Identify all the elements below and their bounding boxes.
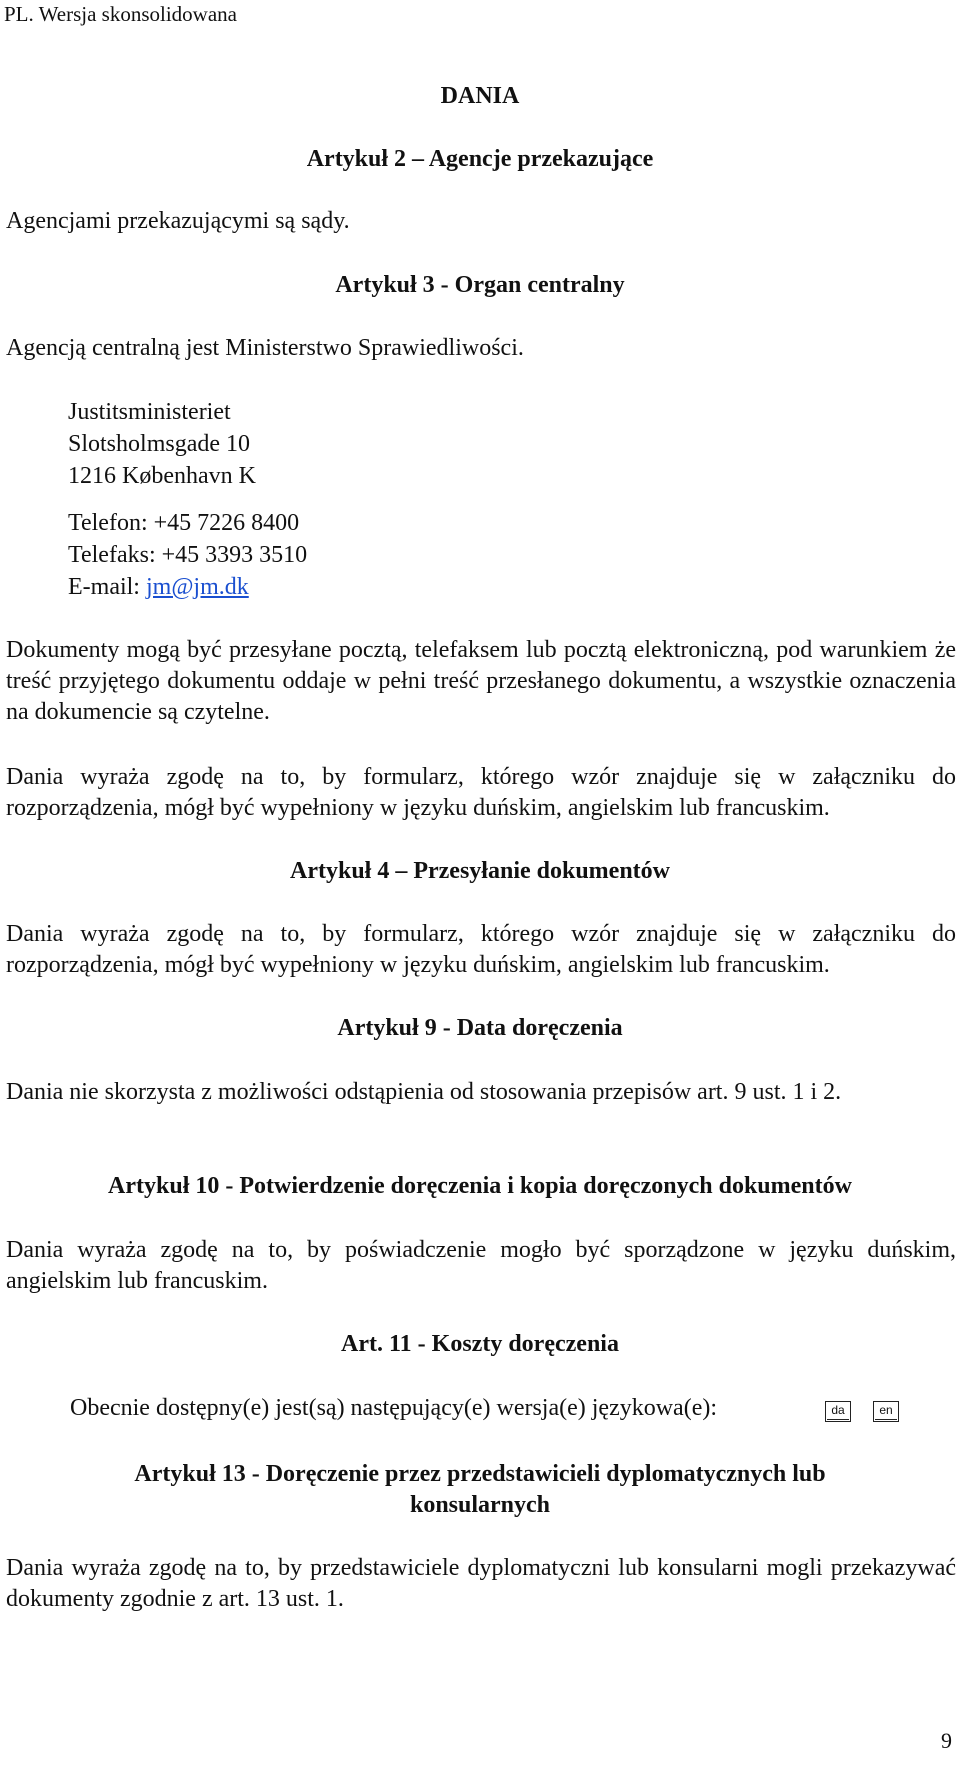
email-label: E-mail: [68, 574, 146, 600]
page-number: 9 [941, 1728, 952, 1753]
article-3-text: Agencją centralną jest Ministerstwo Sprawiedliwości. [6, 335, 524, 361]
article-3-heading: Artykuł 3 - Organ centralny [335, 272, 625, 298]
article-2-heading: Artykuł 2 – Agencje przekazujące [306, 146, 654, 172]
article-3-paragraph-language: Dania wyraża zgodę na to, by formularz, którego wzór znajduje się w załączniku do rozporządzenia, mógł być wypełniony w języku duńskim, angielskim lub francuskim. [6, 764, 956, 821]
address-line: 1216 København K [68, 463, 256, 489]
article-9-text: Dania nie skorzysta z możliwości odstąpienia od stosowania przepisów art. 9 ust. 1 i 2. [6, 1079, 842, 1105]
article-3-paragraph-transmission: Dokumenty mogą być przesyłane pocztą, telefaksem lub pocztą elektroniczną, pod warunkiem że treść przyjętego dokumentu oddaje w pełni treść przesłanego dokumentu, a wszystkie oznaczenia na dokumencie są czytelne. [6, 637, 956, 725]
article-13-heading: Artykuł 13 - Doręczenie przez przedstawicieli dyplomatycznych lub konsularnych [134, 1461, 826, 1518]
article-4-text: Dania wyraża zgodę na to, by formularz, którego wzór znajduje się w załączniku do rozporządzenia, mógł być wypełniony w języku duńskim, angielskim lub francuskim. [6, 921, 956, 978]
email-link[interactable]: jm@jm.dk [145, 574, 249, 600]
country-title: DANIA [440, 83, 520, 109]
article-11-heading: Art. 11 - Koszty doręczenia [341, 1331, 619, 1357]
article-10-heading: Artykuł 10 - Potwierdzenie doręczenia i kopia doręczonych dokumentów [108, 1173, 852, 1199]
document-header: PL. Wersja skonsolidowana [4, 2, 237, 26]
language-versions [825, 1401, 921, 1423]
article-9-heading: Artykuł 9 - Data doręczenia [337, 1015, 623, 1041]
email-row [68, 574, 249, 601]
language-da-icon[interactable]: da [825, 1401, 851, 1422]
phone-number: Telefon: +45 7226 8400 [68, 510, 300, 536]
article-11-text: Obecnie dostępny(e) jest(są) następujący(e) wersja(e) językowa(e): [70, 1395, 718, 1421]
article-10-text: Dania wyraża zgodę na to, by poświadczenie mogło być sporządzone w języku duńskim, angielskim lub francuskim. [6, 1237, 956, 1294]
article-4-heading: Artykuł 4 – Przesyłanie dokumentów [290, 858, 670, 884]
address-line: Justitsministeriet [68, 399, 231, 425]
language-en-icon[interactable]: en [873, 1401, 899, 1422]
fax-number: Telefaks: +45 3393 3510 [68, 542, 308, 568]
article-2-text: Agencjami przekazującymi są sądy. [6, 208, 350, 234]
address-line: Slotsholmsgade 10 [68, 431, 251, 457]
article-13-text: Dania wyraża zgodę na to, by przedstawiciele dyplomatyczni lub konsularni mogli przekazywać dokumenty zgodnie z art. 13 ust. 1. [6, 1555, 956, 1612]
